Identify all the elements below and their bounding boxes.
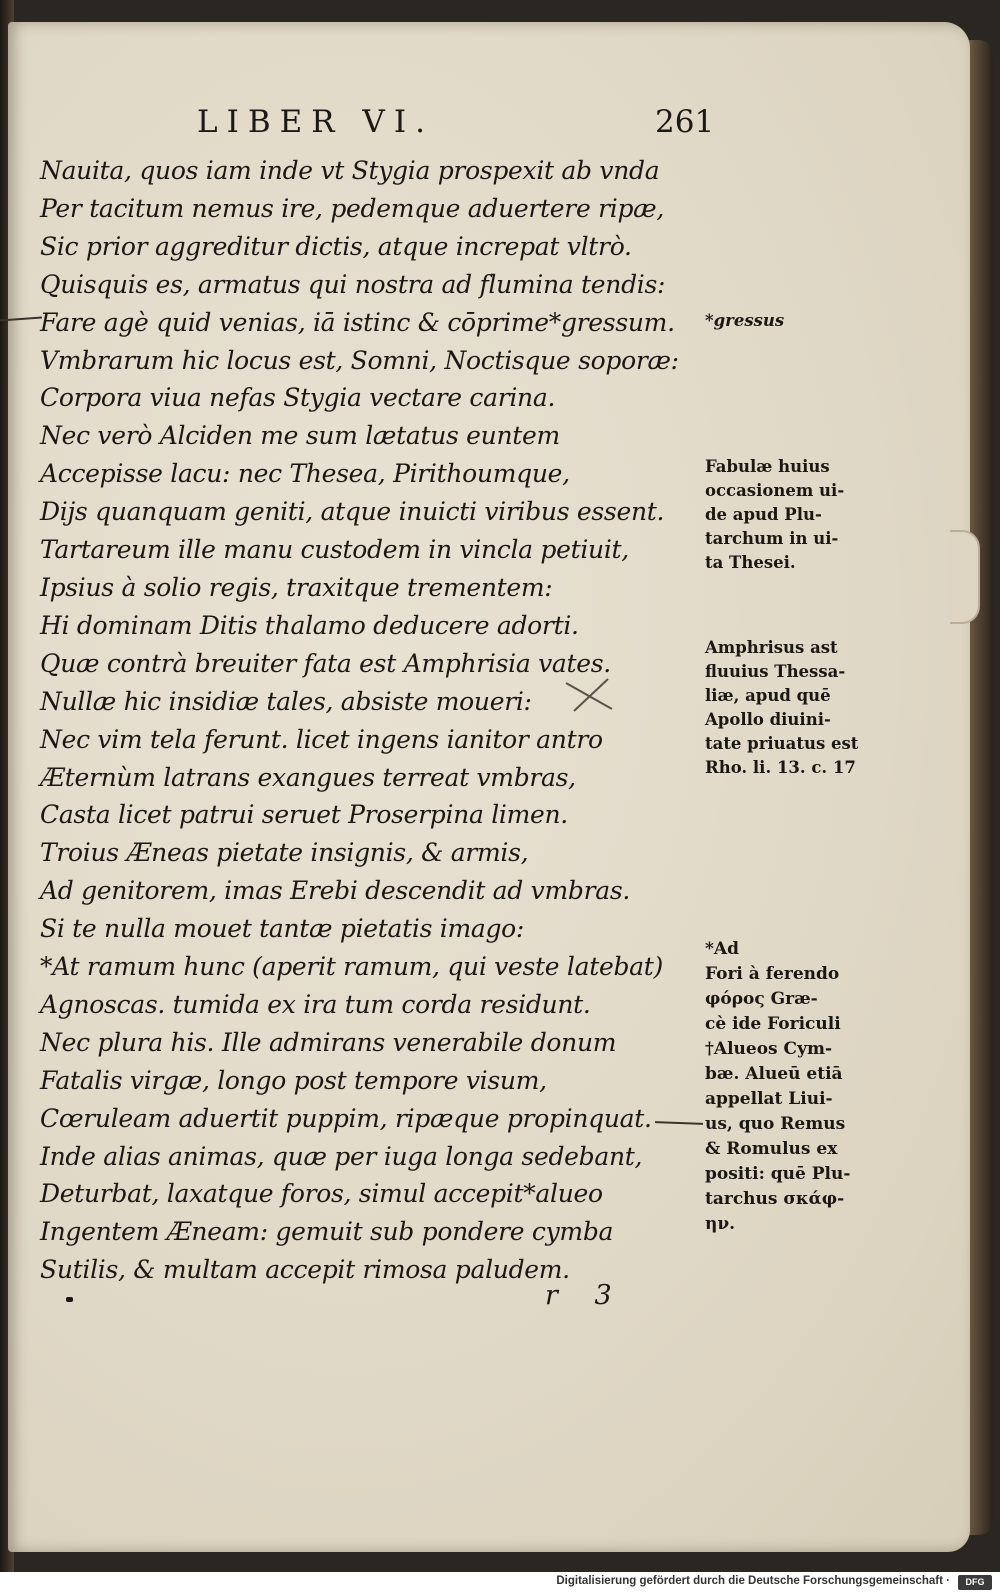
note-line: Fabulæ huius [705,457,830,476]
verse-line: Tartareum ille manu custodem in vincla petiuit, [40,535,629,565]
note-line: †Alueos Cym- [705,1039,832,1059]
footer-bar [0,1572,1000,1593]
note-line: fluuius Thessa- [705,662,846,681]
verse-line: Nec verò Alciden me sum lætatus euntem [40,421,560,451]
note-line: occasionem ui- [705,481,845,500]
note-line: φόρος Græ- [705,989,818,1009]
verse-line: Fare agè quid venias, iā istinc & cōprime*gressum. [40,307,675,337]
verse-line: Nauita, quos iam inde vt Stygia prospexit ab vnda [40,156,660,185]
note-line: *gressus [705,311,785,330]
verse-line: Troius Æneas pietate insignis, & armis, [40,838,529,868]
note-line: tarchus σκάφ- [705,1189,845,1209]
verse-line: Ad genitorem, imas Erebi descendit ad vmbras. [40,876,631,906]
page-number: 261 [655,104,715,140]
marginal-note-gressus [705,309,870,333]
verse-line: Nullæ hic insidiæ tales, absiste moueri: [40,686,532,716]
verse-line: Vmbrarum hic locus est, Somni, Noctisque soporæ: [40,345,679,375]
note-line: Apollo diuini- [705,710,831,729]
note-line: bæ. Alueū etiā [705,1064,843,1084]
verse-line: Accepisse lacu: nec Thesea, Pirithoumque, [40,459,570,489]
marginal-note-ad [705,937,870,1237]
signature-mark: r 3 [545,1280,626,1311]
ink-dot [66,1297,73,1302]
footer-credit: Digitalisierung gefördert durch die Deutsche Forschungsgemeinschaft · [556,1575,950,1587]
verse-line: Hi dominam Ditis thalamo deducere adorti. [40,610,579,640]
note-line: appellat Liui- [705,1089,833,1109]
verse-line: Quæ contrà breuiter fata est Amphrisia vates. [40,648,611,678]
marginal-note-amphrisus [705,636,870,780]
verse-line: Æternùm latrans exangues terreat vmbras, [40,762,576,792]
verse-line: Si te nulla mouet tantæ pietatis imago: [40,914,525,944]
note-line: positi: quē Plu- [705,1164,851,1184]
verse-line: Ipsius à solio regis, traxitque trementem: [40,572,553,602]
note-line: liæ, apud quē [705,686,831,705]
verse-line: Cœruleam aduertit puppim, ripæque propinquat. [40,1103,652,1133]
marginal-note-fabulae [705,455,870,575]
note-line: ta Thesei. [705,553,796,572]
verse-block [40,152,720,1289]
verse-line: Nec vim tela ferunt. licet ingens ianitor antro [40,724,603,754]
pencil-cross-mark [560,675,620,715]
verse-line: Sic prior aggreditur dictis, atque increpat vltrò. [40,231,632,261]
note-line: de apud Plu- [705,505,822,524]
note-line: cè ide Foriculi [705,1014,841,1034]
note-line: ην. [705,1214,736,1234]
page-tab-marker [950,530,980,624]
verse-line: Inde alias animas, quæ per iuga longa sedebant, [40,1141,643,1171]
note-line: tate priuatus est [705,734,859,753]
note-line: Fori à ferendo [705,964,840,984]
verse-line: Per tacitum nemus ire, pedemque aduertere ripæ, [40,193,664,223]
running-head: LIBER VI. [197,104,434,140]
note-line: Amphrisus ast [705,638,838,657]
verse-line: Corpora viua nefas Stygia vectare carina. [40,383,556,413]
verse-line: Casta licet patrui seruet Proserpina limen. [40,800,568,830]
verse-line: Ingentem Æneam: gemuit sub pondere cymba [40,1217,614,1247]
verse-line: *At ramum hunc (aperit ramum, qui veste latebat) [40,952,663,982]
verse-line: Quisquis es, armatus qui nostra ad flumina tendis: [40,269,666,299]
note-line: Rho. li. 13. c. 17 [705,758,856,777]
verse-line: Deturbat, laxatque foros, simul accepit*alueo [40,1179,603,1209]
dfg-logo[interactable]: DFG [958,1575,992,1590]
verse-line: Nec plura his. Ille admirans venerabile donum [40,1027,617,1057]
verse-line: Agnoscas. tumida ex ira tum corda residunt. [40,989,591,1019]
verse-line: Sutilis, & multam accepit rimosa paludem. [40,1255,570,1285]
note-line: *Ad [705,939,739,959]
verse-line: Dijs quanquam geniti, atque inuicti viribus essent. [40,497,665,527]
note-line: us, quo Remus [705,1114,846,1134]
note-line: tarchum in ui- [705,529,839,548]
note-line: & Romulus ex [705,1139,838,1159]
verse-line: Fatalis virgæ, longo post tempore visum, [40,1065,547,1095]
